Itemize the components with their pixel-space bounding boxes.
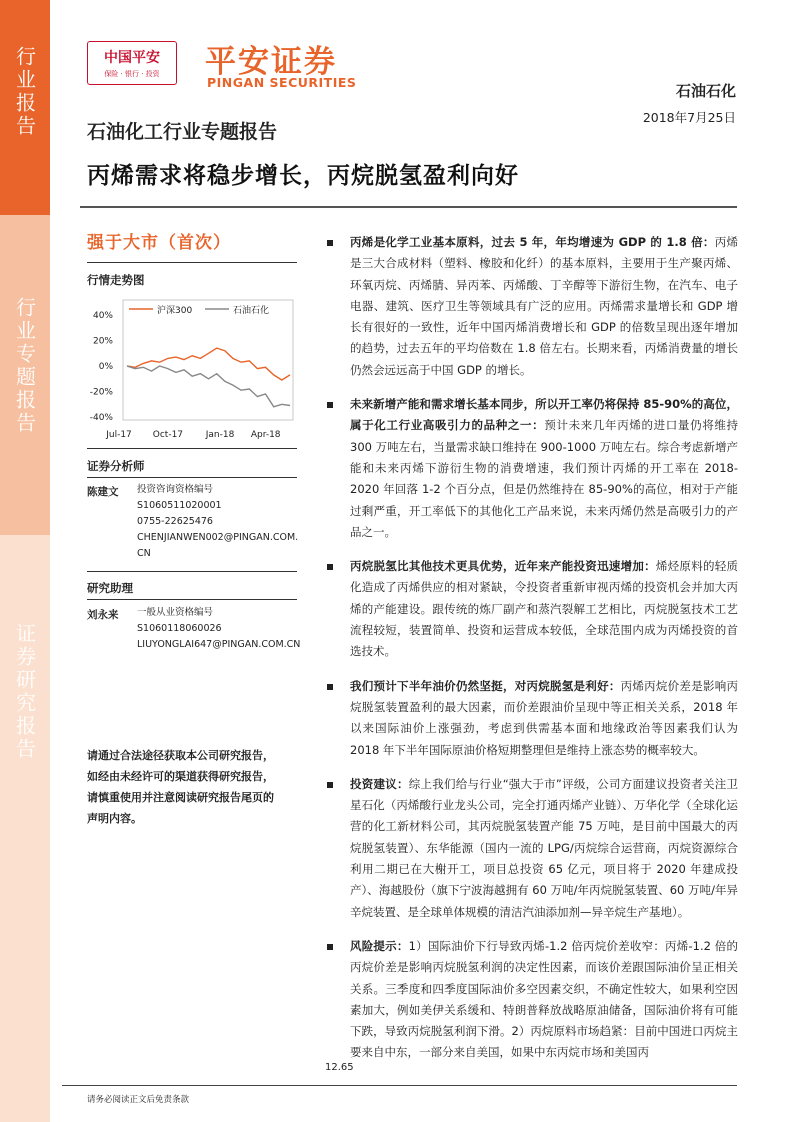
industry-label: 石油石化 <box>675 82 736 100</box>
analyst-line: 投资咨询资格编号 <box>137 484 214 495</box>
side-tab-topic-report <box>0 215 50 535</box>
bullet-icon <box>327 944 333 950</box>
logo-text: 中国平安 <box>104 50 160 66</box>
assistant-contact <box>137 605 300 653</box>
side-tab-label: 证券研究报告 <box>12 623 37 761</box>
legend-label-petro: 石油石化 <box>233 306 270 316</box>
divider <box>87 262 297 263</box>
divider <box>80 206 737 208</box>
y-tick-label: 0% <box>98 362 113 372</box>
analyst-email[interactable]: CHENJIANWEN002@PINGAN.COM. <box>137 532 299 543</box>
summary-item <box>323 936 738 1064</box>
y-tick-label: -40% <box>89 413 113 423</box>
summary-body: 综上我们给与行业“强大于市”评级，公司方面建议投资者关注卫星石化（丙烯酸行业龙头公司，完全打通丙烯产业链）、万华化学（全球化运营的化工新材料公司，其丙烷脱氢装置产能 75 万吨，是目前中国最大的丙烷脱氢装置）、东华能源（国内一流的 LPG/丙烷综合运营商，丙烷资源综合利用二期已在大榭开工，项目总投资 65 亿元，项目将于 2020 年建成投产）、海越股份（旗下宁波海越拥有 60 万吨/年丙烷脱氢装置、60 万吨/年异辛烷装置、是全球单体规模的清洁汽油添加剂—异辛烷生产基地）。 <box>350 776 739 919</box>
divider <box>87 448 297 449</box>
legend-label-hs300: 沪深300 <box>157 306 193 316</box>
assistant-email[interactable]: LIUYONGLAI647@PINGAN.COM.CN <box>137 639 301 650</box>
analyst-contact <box>137 482 298 562</box>
summary-item <box>323 556 738 662</box>
summary-list <box>323 232 738 1064</box>
side-tab-industry-report <box>0 0 50 215</box>
market-trend-chart <box>87 297 297 442</box>
summary-lead: 丙烯是化学工业基本原料，过去 5 年，年均增速为 GDP 的 1.8 倍： <box>350 235 715 249</box>
summary-lead: 我们预计下半年油价仍然坚挺，对丙烷脱氢是利好： <box>350 678 621 693</box>
summary-body: 丙烯是三大合成材料（塑料、橡胶和化纤）的基本原料，主要用于生产聚丙烯、环氧丙烷、丙烯腈、异丙苯、丙烯酸、丁辛醇等下游衍生物，在汽车、电子电器、建筑、医疗卫生等领域具有广泛的应用。丙烯需求量增长和 GDP 增长有很好的一致性，近年中国丙烯消费增长和 GDP 的倍数呈现出逐年增加的趋势，过去五年的平均倍数在 1.8 倍左右。长期来看，丙烯消费量的增长仍然会远远高于中国 GDP 的增长。 <box>350 235 738 377</box>
plot-frame <box>123 300 293 420</box>
x-tick-label: Oct-17 <box>152 430 184 440</box>
y-tick-label: 40% <box>92 311 113 321</box>
analyst-name: 陈建文 <box>87 486 119 498</box>
brand-name: 平安证券 <box>205 44 337 80</box>
assistant-line: 一般从业资格编号 <box>137 607 214 618</box>
analyst-line: 0755-22625476 <box>137 516 213 527</box>
disclaimer: 请通过合法途径获取本公司研究报告，如经由未经许可的渠道获得研究报告，请慎重使用并注意阅读研究报告尾页的声明内容。 <box>87 749 274 825</box>
analyst-section-title: 证券分析师 <box>87 459 145 473</box>
summary-lead: 投资建议： <box>350 776 409 791</box>
summary-lead: 风险提示： <box>350 938 409 953</box>
x-tick-label: Apr-18 <box>250 430 281 440</box>
footer-note: 请务必阅读正文后免责条款 <box>87 1095 190 1105</box>
analyst-email-cont[interactable]: CN <box>137 548 151 559</box>
summary-lead: 丙烷脱氢比其他技术更具优势，近年来产能投资迅速增加： <box>350 559 656 574</box>
side-tab-securities-research <box>0 535 50 1122</box>
analyst-line: S1060511020001 <box>137 500 222 511</box>
logo-slogan: 保险 · 银行 · 投资 <box>104 70 160 78</box>
assistant-name: 刘永来 <box>87 609 119 621</box>
summary-item <box>323 394 738 543</box>
divider <box>62 1085 737 1086</box>
assistant-line: S1060118060026 <box>137 623 222 634</box>
rating-label: 强于大市（首次） <box>87 233 231 253</box>
bullet-icon <box>327 564 333 570</box>
summary-body: 烯烃原料的轻质化造成了丙烯供应的相对紧缺，令投资者重新审视丙烯的投资机会并加大丙烯的产能建设。跟传统的炼厂副产和蒸汽裂解工艺相比，丙烷脱氢技术工艺流程较短，装置简单、投资和运营成本较低，全球范围内成为丙烯投资的首选技术。 <box>350 559 738 659</box>
divider <box>87 477 297 478</box>
summary-body: 1）国际油价下行导致丙烯-1.2 倍丙烷价差收窄：丙烯-1.2 倍的丙烷价差是影响丙烷脱氢利润的决定性因素，而该价差跟国际油价呈正相关关系。三季度和四季度国际油价多空因素交织，不确定性较大，如果利空因素加大，例如美伊关系缓和、特朗普释放战略原油储备，国际油价将有可能下跌，导致丙烷脱氢利润下滑。2）丙烷原料市场趋紧：目前中国进口丙烷主要来自中东，一部分来自美国，如果中东丙烷市场和美国丙 <box>350 938 738 1060</box>
divider <box>87 571 297 572</box>
brand-name-en: PINGAN SECURITIES <box>207 75 357 90</box>
series-line-hs300 <box>127 348 290 380</box>
report-date: 2018年7月25日 <box>642 110 736 125</box>
ping-an-logo <box>87 41 177 85</box>
divider <box>87 599 297 600</box>
assistant-section-title: 研究助理 <box>87 581 133 595</box>
bullet-icon <box>327 782 333 788</box>
summary-body: 预计未来几年丙烯的进口量仍将维持 300 万吨左右，当量需求缺口维持在 900-1000 万吨左右。综合考虑新增产能和未来丙烯下游衍生物的消费增速，我们预计丙烯的开工率在 2018-2020 年回落 1-2 个百分点，但是仍然维持在 85-90%的高位，相对于产能过剩严重，开工率低下的其他化工产品来说，未来丙烯仍然是高吸引力的产品之一。 <box>350 418 739 539</box>
x-tick-label: Jul-17 <box>106 430 132 440</box>
summary-item <box>323 676 738 761</box>
summary-item <box>323 774 738 923</box>
y-tick-label: -20% <box>89 387 113 398</box>
summary-body: 丙烯丙烷价差是影响丙烷脱氢装置盈利的最大因素，而价差跟油价呈现中等正相关关系，2018 年以来国际油价上涨强劲，考虑到供需基本面和地缘政治等因素我们认为 2018 年下半年国际原油价格短期整理但是维持上涨态势的概率较大。 <box>350 678 738 757</box>
page-title: 丙烯需求将稳步增长，丙烷脱氢盈利向好 <box>87 163 519 189</box>
report-type: 石油化工行业专题报告 <box>87 121 278 143</box>
side-tab-label: 行业报告 <box>12 46 37 138</box>
bullet-icon <box>327 402 333 408</box>
series-line-petro <box>127 366 290 407</box>
page-number: 12.65 <box>325 1062 354 1073</box>
x-tick-label: Jan-18 <box>205 430 235 440</box>
chart-title: 行情走势图 <box>87 273 145 287</box>
y-tick-label: 20% <box>92 336 113 347</box>
summary-lead: 未来新增产能和需求增长基本同步，所以开工率仍将保持 85-90%的高位，属于化工行业高吸引力的品种之一： <box>350 397 738 433</box>
side-tab-label: 行业专题报告 <box>12 297 37 435</box>
bullet-icon <box>327 684 333 690</box>
bullet-icon <box>327 240 333 246</box>
summary-item <box>323 232 738 381</box>
